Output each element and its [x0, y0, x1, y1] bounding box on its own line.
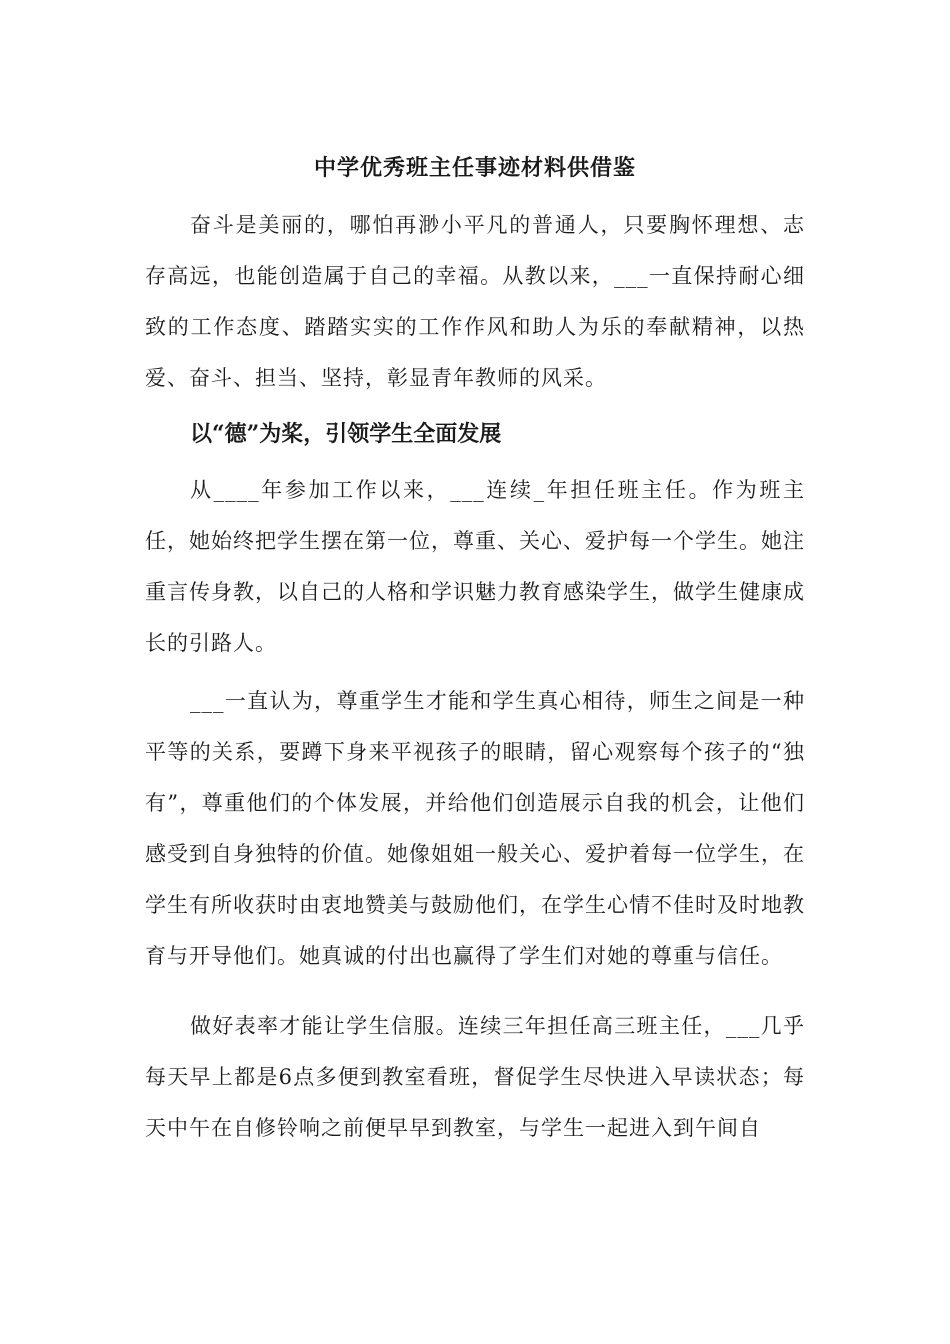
paragraph-career: 从____年参加工作以来，___连续_年担任班主任。作为班主任，她始终把学生摆在第一位，尊重、关心、爱护每一个学生。她注重言传身教，以自己的人格和学识魅力教育感染学生，做学生健康成长的引路人。 [145, 478, 805, 655]
paragraph-intro: 奋斗是美丽的，哪怕再渺小平凡的普通人，只要胸怀理想、志存高远，也能创造属于自己的幸福。从教以来，___一直保持耐心细致的工作态度、踏踏实实的工作作风和助人为乐的奉献精神，以热爱、奋斗、担当、坚持，彰显青年教师的风采。 [145, 213, 805, 390]
paragraph-respect: ___一直认为，尊重学生才能和学生真心相待，师生之间是一种平等的关系，要蹲下身来平视孩子的眼睛，留心观察每个孩子的“独有”，尊重他们的个体发展，并给他们创造展示自我的机会，让他们感受到自身独特的价值。她像姐姐一般关心、爱护着每一位学生，在学生有所收获时由衷地赞美与鼓励他们，在学生心情不佳时及时地教育与开导他们。她真诚的付出也赢得了学生们对她的尊重与信任。 [145, 689, 805, 968]
paragraph-example: 做好表率才能让学生信服。连续三年担任高三班主任，___几乎每天早上都是6点多便到教室看班，督促学生尽快进入早读状态；每天中午在自修铃响之前便早早到教室，与学生一起进入到午间自 [145, 1014, 805, 1140]
section-heading: 以“德”为桨，引领学生全面发展 [190, 421, 502, 447]
document-title: 中学优秀班主任事迹材料供借鉴 [313, 155, 636, 181]
